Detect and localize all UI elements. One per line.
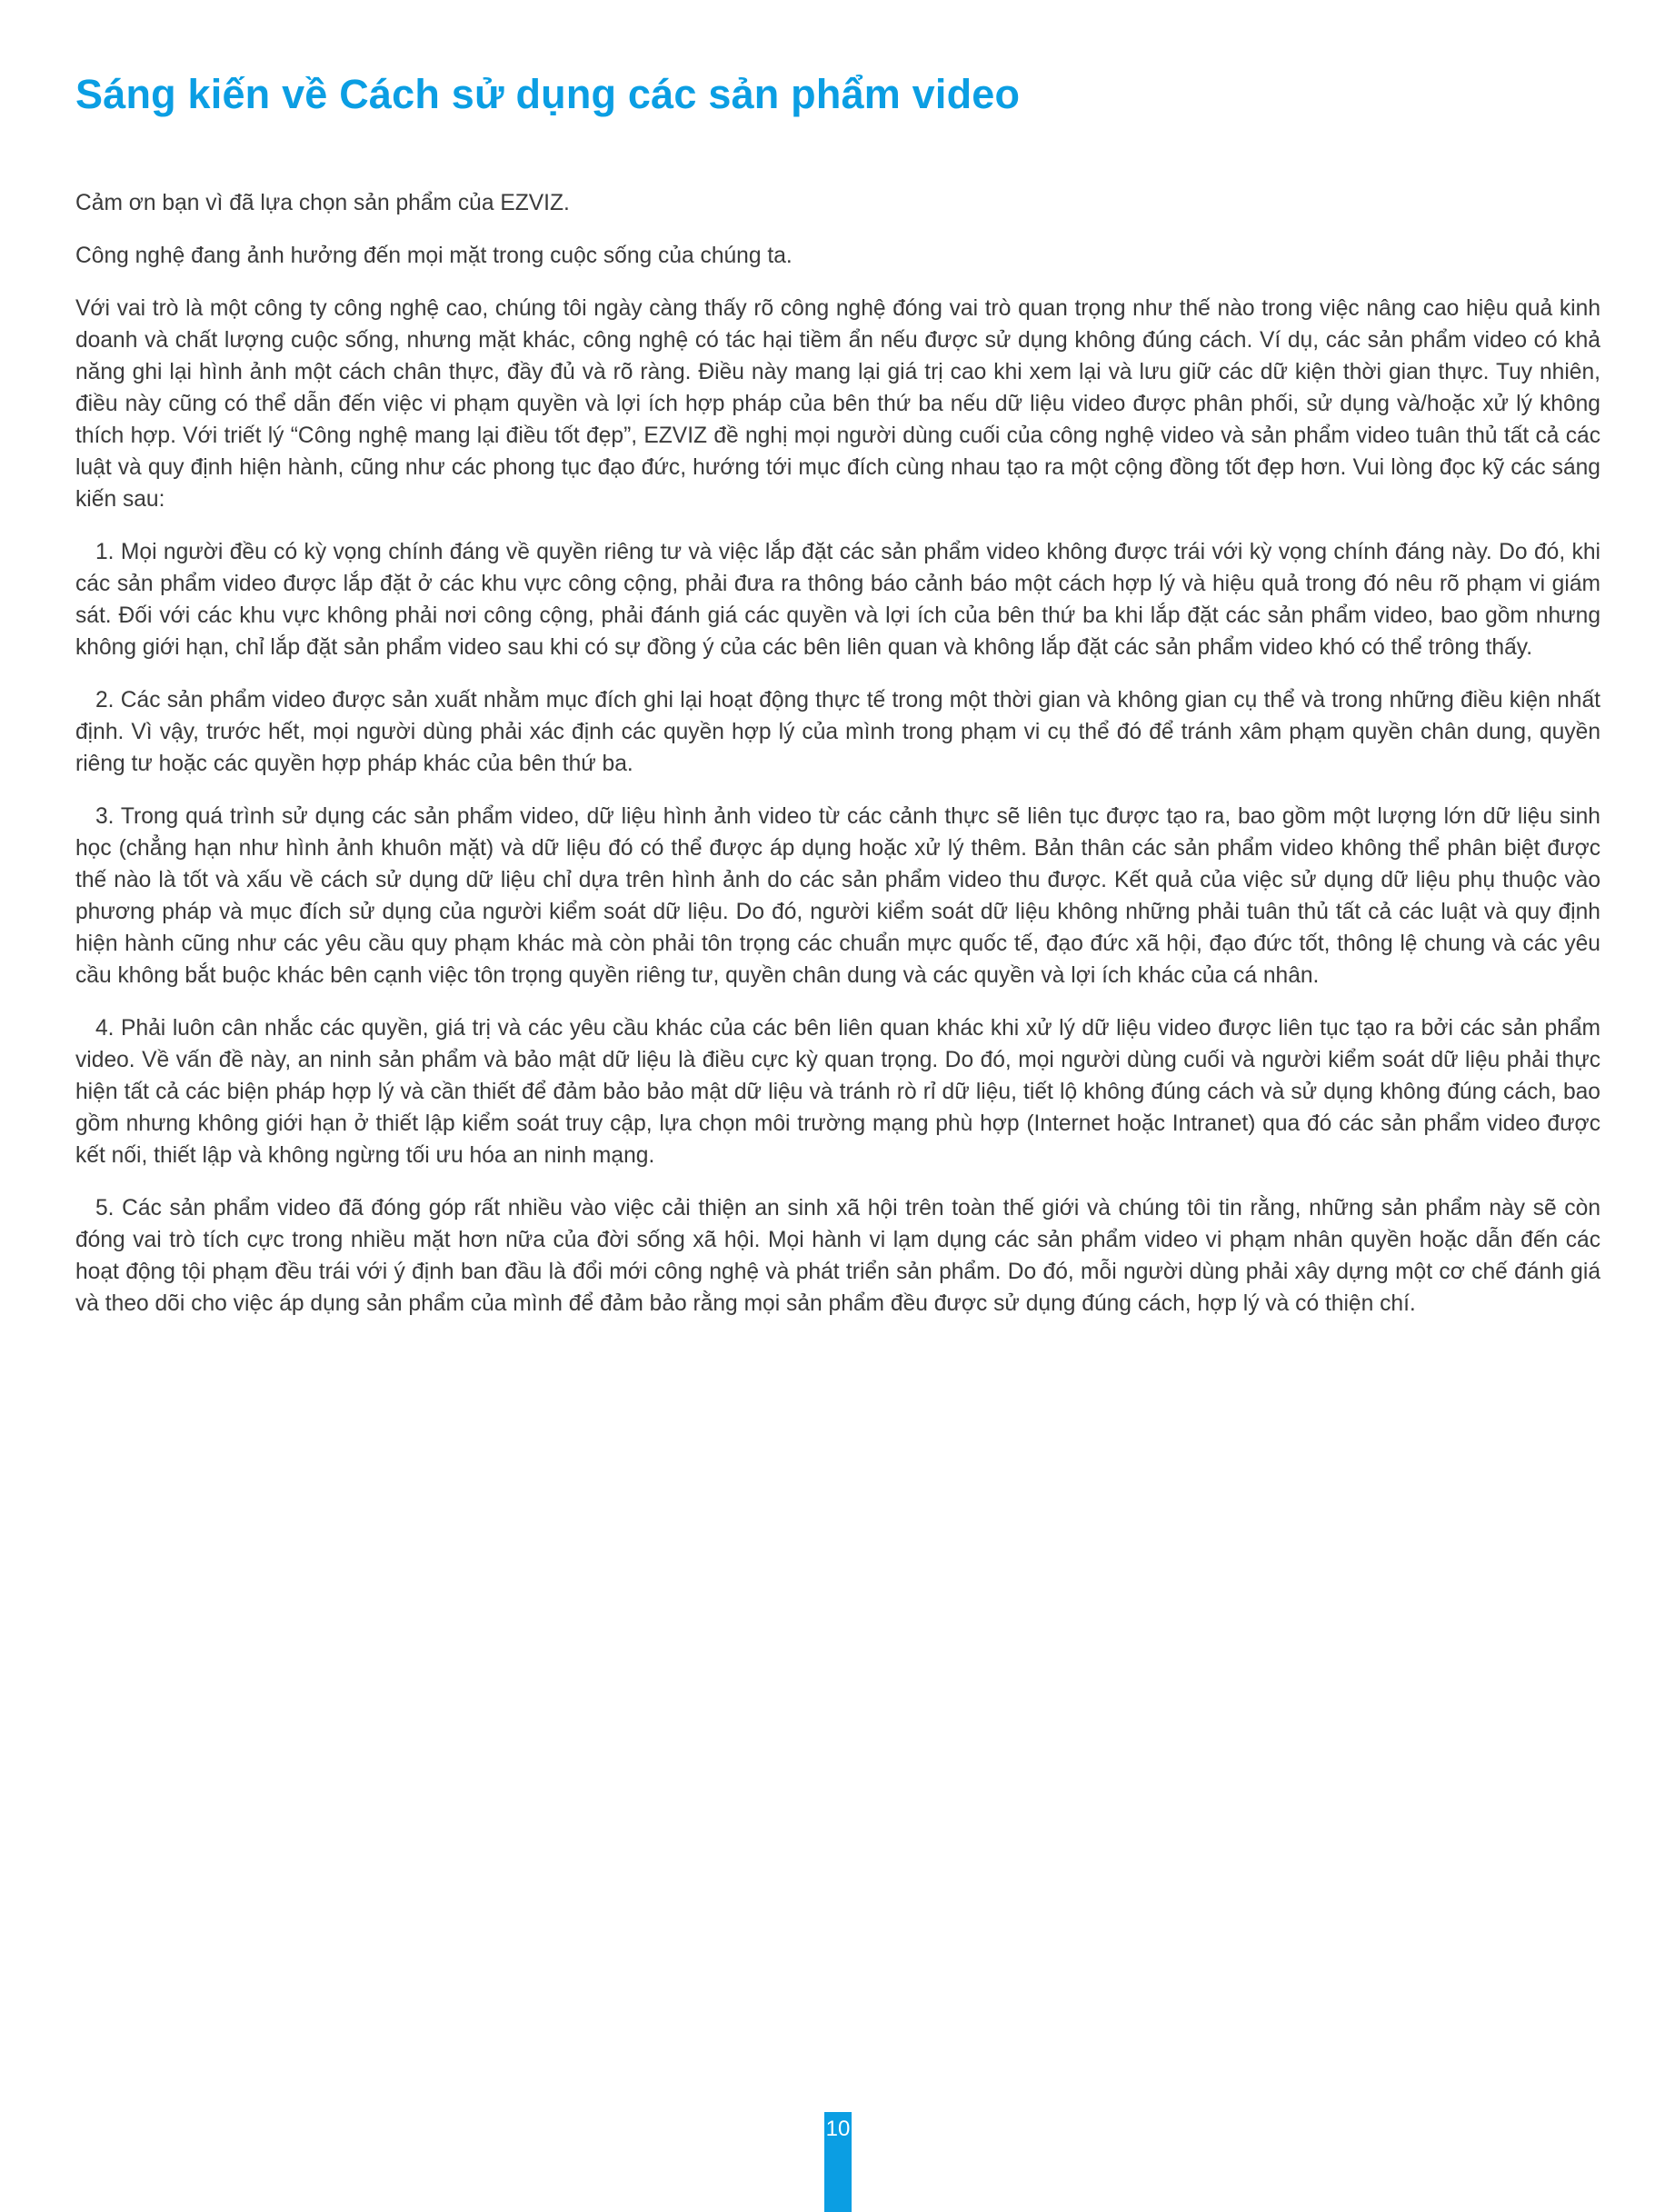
intro-paragraph-technology: Công nghệ đang ảnh hưởng đến mọi mặt trong cuộc sống của chúng ta.	[75, 244, 793, 268]
initiative-item-2: 2. Các sản phẩm video được sản xuất nhằm mục đích ghi lại hoạt động thực tế trong một thời gian và không gian cụ thể và trong những điều kiện nhất định. Vì vậy, trước hết, mọi người dùng phải xác định các quyền hợp lý của mình trong phạm vi cụ thể đó để tránh xâm phạm quyền chân dung, quyền riêng tư hoặc các quyền hợp pháp khác của bên thứ ba.	[75, 688, 1600, 776]
intro-paragraph-company-role: Với vai trò là một công ty công nghệ cao, chúng tôi ngày càng thấy rõ công nghệ đóng vai trò quan trọng như thế nào trong việc nâng cao hiệu quả kinh doanh và chất lượng cuộc sống, nhưng mặt khác, công nghệ có tác hại tiềm ẩn nếu được sử dụng không đúng cách. Ví dụ, các sản phẩm video có khả năng ghi lại hình ảnh một cách chân thực, đầy đủ và rõ ràng. Điều này mang lại giá trị cao khi xem lại và lưu giữ các dữ kiện thời gian thực. Tuy nhiên, điều này cũng có thể dẫn đến việc vi phạm quyền và lợi ích hợp pháp của bên thứ ba nếu dữ liệu video được phân phối, sử dụng và/hoặc xử lý không thích hợp. Với triết lý “Công nghệ mang lại điều tốt đẹp”, EZVIZ đề nghị mọi người dùng cuối của công nghệ video và sản phẩm video tuân thủ tất cả các luật và quy định hiện hành, cũng như các phong tục đạo đức, hướng tới mục đích cùng nhau tạo ra một cộng đồng tốt đẹp hơn. Vui lòng đọc kỹ các sáng kiến sau:	[75, 296, 1600, 512]
page-title: Sáng kiến về Cách sử dụng các sản phẩm video	[75, 71, 1021, 117]
initiative-item-4: 4. Phải luôn cân nhắc các quyền, giá trị và các yêu cầu khác của các bên liên quan khác khi xử lý dữ liệu video được liên tục tạo ra bởi các sản phẩm video. Về vấn đề này, an ninh sản phẩm và bảo mật dữ liệu là điều cực kỳ quan trọng. Do đó, mọi người dùng cuối và người kiểm soát dữ liệu phải thực hiện tất cả các biện pháp hợp lý và cần thiết để đảm bảo bảo mật dữ liệu và tránh rò rỉ dữ liệu, tiết lộ không đúng cách và sử dụng không đúng cách, bao gồm nhưng không giới hạn ở thiết lập kiểm soát truy cập, lựa chọn môi trường mạng phù hợp (Internet hoặc Intranet) qua đó các sản phẩm video được kết nối, thiết lập và không ngừng tối ưu hóa an ninh mạng.	[75, 1016, 1600, 1168]
intro-paragraph-thanks: Cảm ơn bạn vì đã lựa chọn sản phẩm của EZVIZ.	[75, 191, 570, 215]
initiative-item-3: 3. Trong quá trình sử dụng các sản phẩm video, dữ liệu hình ảnh video từ các cảnh thực sẽ liên tục được tạo ra, bao gồm một lượng lớn dữ liệu sinh học (chẳng hạn như hình ảnh khuôn mặt) và dữ liệu đó có thể được áp dụng hoặc xử lý thêm. Bản thân các sản phẩm video không thể phân biệt được thế nào là tốt và xấu về cách sử dụng dữ liệu chỉ dựa trên hình ảnh do các sản phẩm video thu được. Kết quả của việc sử dụng dữ liệu phụ thuộc vào phương pháp và mục đích sử dụng của người kiểm soát dữ liệu. Do đó, người kiểm soát dữ liệu không những phải tuân thủ tất cả các luật và quy định hiện hành cũng như các yêu cầu quy phạm khác mà còn phải tôn trọng các chuẩn mực quốc tế, đạo đức xã hội, đạo đức tốt, thông lệ chung và các yêu cầu không bắt buộc khác bên cạnh việc tôn trọng quyền riêng tư, quyền chân dung và các quyền và lợi ích khác của cá nhân.	[75, 804, 1600, 988]
page-number: 10	[825, 2117, 851, 2141]
initiative-item-5: 5. Các sản phẩm video đã đóng góp rất nhiều vào việc cải thiện an sinh xã hội trên toàn thế giới và chúng tôi tin rằng, những sản phẩm này sẽ còn đóng vai trò tích cực trong nhiều mặt hơn nữa của đời sống xã hội. Mọi hành vi lạm dụng các sản phẩm video vi phạm nhân quyền hoặc dẫn đến các hoạt động tội phạm đều trái với ý định ban đầu là đổi mới công nghệ và phát triển sản phẩm. Do đó, mỗi người dùng phải xây dựng một cơ chế đánh giá và theo dõi cho việc áp dụng sản phẩm của mình để đảm bảo rằng mọi sản phẩm đều được sử dụng đúng cách, hợp lý và có thiện chí.	[75, 1196, 1600, 1316]
page-number-tab	[824, 2112, 852, 2212]
initiative-item-1: 1. Mọi người đều có kỳ vọng chính đáng về quyền riêng tư và việc lắp đặt các sản phẩm video không được trái với kỳ vọng chính đáng này. Do đó, khi các sản phẩm video được lắp đặt ở các khu vực công cộng, phải đưa ra thông báo cảnh báo một cách hợp lý và hiệu quả trong đó nêu rõ phạm vi giám sát. Đối với các khu vực không phải nơi công cộng, phải đánh giá các quyền và lợi ích của bên thứ ba khi lắp đặt các sản phẩm video, bao gồm nhưng không giới hạn, chỉ lắp đặt sản phẩm video sau khi có sự đồng ý của các bên liên quan và không lắp đặt các sản phẩm video khó có thể trông thấy.	[75, 540, 1600, 660]
document-body	[75, 187, 1600, 1340]
